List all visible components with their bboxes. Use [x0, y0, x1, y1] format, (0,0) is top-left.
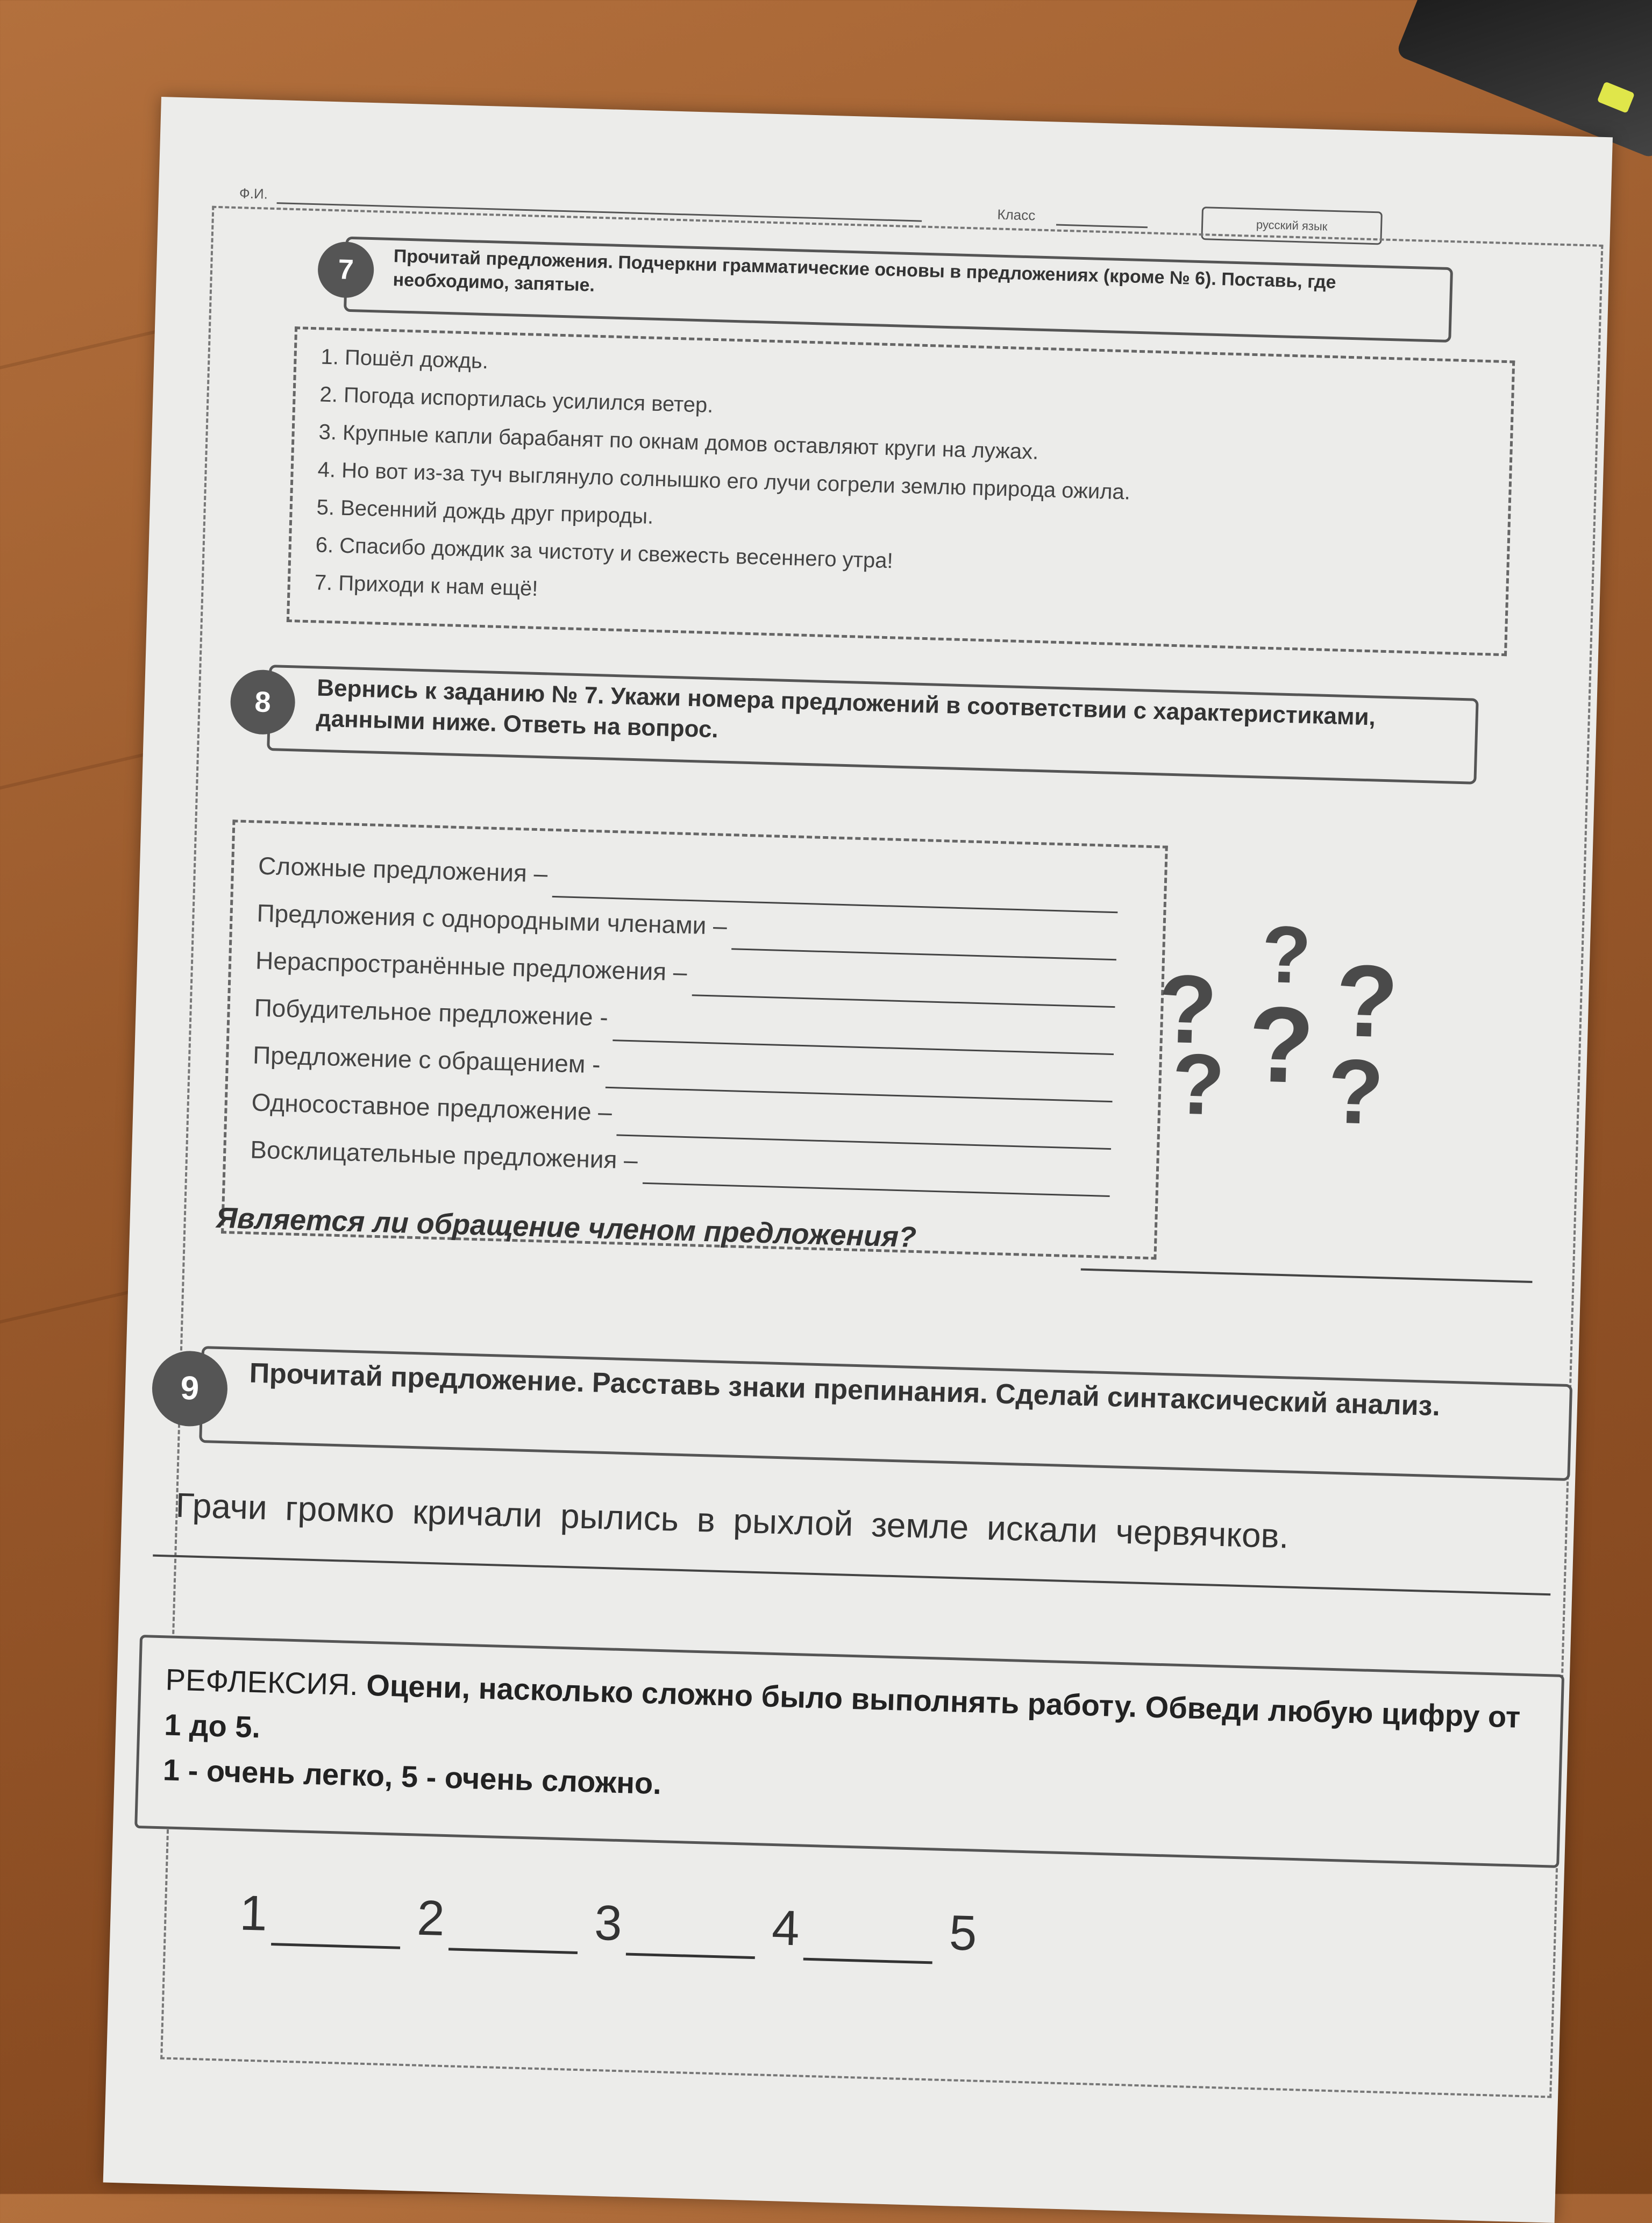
question-mark-icon: ?: [1247, 984, 1316, 1106]
question-mark-icon: ?: [1171, 1035, 1226, 1133]
question-mark-icon: ?: [1156, 954, 1219, 1065]
sentence: 1. Пошёл дождь.: [321, 345, 489, 374]
task8-number-badge: 8: [230, 669, 296, 735]
characteristic-label: Предложения с однородными членами –: [256, 899, 728, 940]
scale-option-3[interactable]: 3: [594, 1895, 623, 1951]
task9-instruction: Прочитай предложение. Расставь знаки препинания. Сделай синтаксический анализ.: [248, 1357, 1441, 1422]
characteristic-label: Предложение с обращением -: [252, 1041, 601, 1079]
sentence: 7. Приходи к нам ещё!: [314, 571, 538, 601]
scale-option-1[interactable]: 1: [239, 1885, 268, 1941]
reflection-heading: РЕФЛЕКСИЯ.: [165, 1662, 359, 1702]
question-marks-illustration: [1154, 904, 1408, 1148]
characteristic-label: Односоставное предложение –: [251, 1088, 613, 1127]
characteristic-label: Нераспространённые предложения –: [255, 946, 688, 986]
characteristics-list: [250, 842, 1119, 1197]
characteristic-label: Побудительное предложение -: [254, 993, 609, 1031]
scale-option-4[interactable]: 4: [771, 1900, 800, 1956]
sentence: 6. Спасибо дождик за чистоту и свежесть весеннего утра!: [315, 533, 894, 573]
worksheet-page: [103, 97, 1613, 2223]
characteristic-label: Сложные предложения –: [258, 851, 548, 888]
sentence: 5. Весенний дождь друг природы.: [316, 495, 654, 529]
sentence: 4. Но вот из-за туч выглянуло солнышко его лучи согрели землю природа ожила.: [317, 458, 1131, 504]
question-mark-icon: ?: [1326, 1040, 1385, 1144]
task8-question: Является ли обращение членом предложения?: [215, 1201, 917, 1254]
task7-instruction: Прочитай предложения. Подчеркни грамматические основы в предложениях (кроме № 6). Поставь, где необходимо, запятые.: [393, 246, 1337, 296]
question-mark-icon: ?: [1260, 908, 1313, 1001]
scale-option-2[interactable]: 2: [416, 1890, 446, 1947]
question-mark-icon: ?: [1334, 943, 1400, 1059]
sentence: 2. Погода испортилась усилился ветер.: [319, 382, 714, 417]
name-label: Ф.И.: [239, 185, 268, 202]
class-line[interactable]: [1056, 224, 1148, 229]
task9-sentence: Грачи громко кричали рылись в рыхлой земле искали червячков.: [175, 1485, 1290, 1556]
sentence: 3. Крупные капли барабанят по окнам домов оставляют круги на лужах.: [318, 420, 1039, 464]
reflection-instruction: Оцени, насколько сложно было выполнять работу. Обведи любую цифру от 1 до 5.: [163, 1668, 1521, 1744]
task8-instruction: Вернись к заданию № 7. Укажи номера предложений в соответствии с характеристиками, данными ниже. Ответь на вопрос.: [316, 674, 1376, 743]
characteristic-label: Восклицательные предложения –: [250, 1135, 638, 1174]
task9-number-badge: 9: [151, 1350, 229, 1427]
task7-sentences: [314, 338, 1450, 632]
subject-badge: русский язык: [1201, 206, 1383, 245]
class-label: Класс: [997, 206, 1036, 224]
task7-number-badge: 7: [317, 241, 375, 298]
reflection-legend: 1 - очень легко, 5 - очень сложно.: [162, 1752, 662, 1801]
scale-option-5[interactable]: 5: [948, 1905, 978, 1961]
